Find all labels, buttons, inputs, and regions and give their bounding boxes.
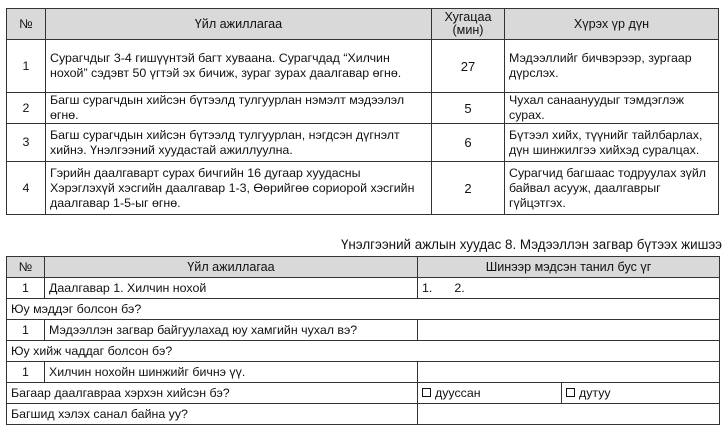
header-activity: Үйл ажиллагаа [45,257,418,278]
row-activity: Багш сурагчдын хийсэн бүтээлд тулгуурлан, нэгдсэн дүгнэлт хийнэ. Үнэлгээний хуудастай ажиллуулна. [46,124,432,162]
header-number: № [7,257,45,278]
table-row [7,124,719,162]
answer-input[interactable] [418,320,720,341]
table-row [7,278,720,299]
header-number: № [7,9,46,40]
row-outcome: Бүтээл хийх, түүнийг тайлбарлах, дүн шинжилгээ хийхэд суралцах. [505,124,719,162]
row-duration: 2 [432,162,505,215]
row-outcome: Чухал санаануудыг тэмдэглэж сурах. [505,93,719,124]
team-question-label: Багаар даалгавраа хэрхэн хийсэн бэ? [7,383,418,404]
row-question: Хилчин нохойн шинжийг бичнэ үү. [45,362,418,383]
row-outcome: Сурагчид багшаас тодруулах зүйл байвал асууж, даалгаврыг гүйцэтгэх. [505,162,719,215]
row-duration: 5 [432,93,505,124]
new-words-input[interactable] [418,278,720,299]
option-not-done-label: дутуу [579,386,611,400]
worksheet-caption: Үнэлгээний ажлын хуудас 8. Мэдээллэн загвар бүтээх жишээ [340,237,722,252]
row-activity: Сурагчдыг 3-4 гишүүнтэй багт хуваана. Сурагчдад “Хилчин нохой” сэдэвт 50 үгтэй эх бичиж, зураг зурах даалгавар өгнө. [46,40,432,93]
checkbox-icon[interactable] [566,388,575,397]
table-row [7,383,720,404]
table-row [7,40,719,93]
word-1-label: 1. [422,281,433,295]
table-row [7,404,720,425]
answer-input[interactable] [418,404,720,425]
row-number: 2 [7,93,46,124]
checkbox-icon[interactable] [422,388,431,397]
row-number: 4 [7,162,46,215]
header-activity: Үйл ажиллагаа [46,9,432,40]
header-new-words: Шинээр мэдсэн танил бус үг [418,257,720,278]
option-done-label: дууссан [435,386,481,400]
row-question: Мэдээллэн загвар байгуулахад юу хамгийн чухал вэ? [45,320,418,341]
row-duration: 6 [432,124,505,162]
header-duration: Хугацаа (мин) [432,9,505,40]
row-number: 3 [7,124,46,162]
section-known-label: Юу мэддэг болсон бэ? [7,299,720,320]
row-duration: 27 [432,40,505,93]
row-number: 1 [7,362,45,383]
row-outcome: Мэдээллийг бичвэрээр, зургаар дүрслэх. [505,40,719,93]
table-row [7,93,719,124]
table-row [7,320,720,341]
row-number: 1 [7,320,45,341]
option-done-cell[interactable] [418,383,562,404]
table-header-row [7,9,719,40]
teacher-question-label: Багшид хэлэх санал байна уу? [7,404,418,425]
section-row [7,299,720,320]
row-number: 1 [7,278,45,299]
word-2-label: 2. [454,281,465,295]
row-number: 1 [7,40,46,93]
header-outcome: Хүрэх үр дүн [505,9,719,40]
section-can-label: Юу хийж чаддаг болсон бэ? [7,341,720,362]
row-activity: Гэрийн даалгаварт сурах бичгийн 16 дугаар хуудасны Хэрэглэхүй хэсгийн даалгавар 1-3, Өөрийгөө сориорой хэсгийн даалгавар 1-5-ыг өгнө. [46,162,432,215]
lesson-activities-table [6,8,719,215]
assessment-worksheet-table [6,256,720,425]
table-row [7,162,719,215]
section-row [7,341,720,362]
row-activity: Багш сурагчдын хийсэн бүтээлд тулгуурлан нэмэлт мэдээлэл өгнө. [46,93,432,124]
table-row [7,362,720,383]
table-header-row [7,257,720,278]
option-not-done-cell[interactable] [562,383,720,404]
row-activity: Даалгавар 1. Хилчин нохой [45,278,418,299]
answer-input[interactable] [418,362,720,383]
